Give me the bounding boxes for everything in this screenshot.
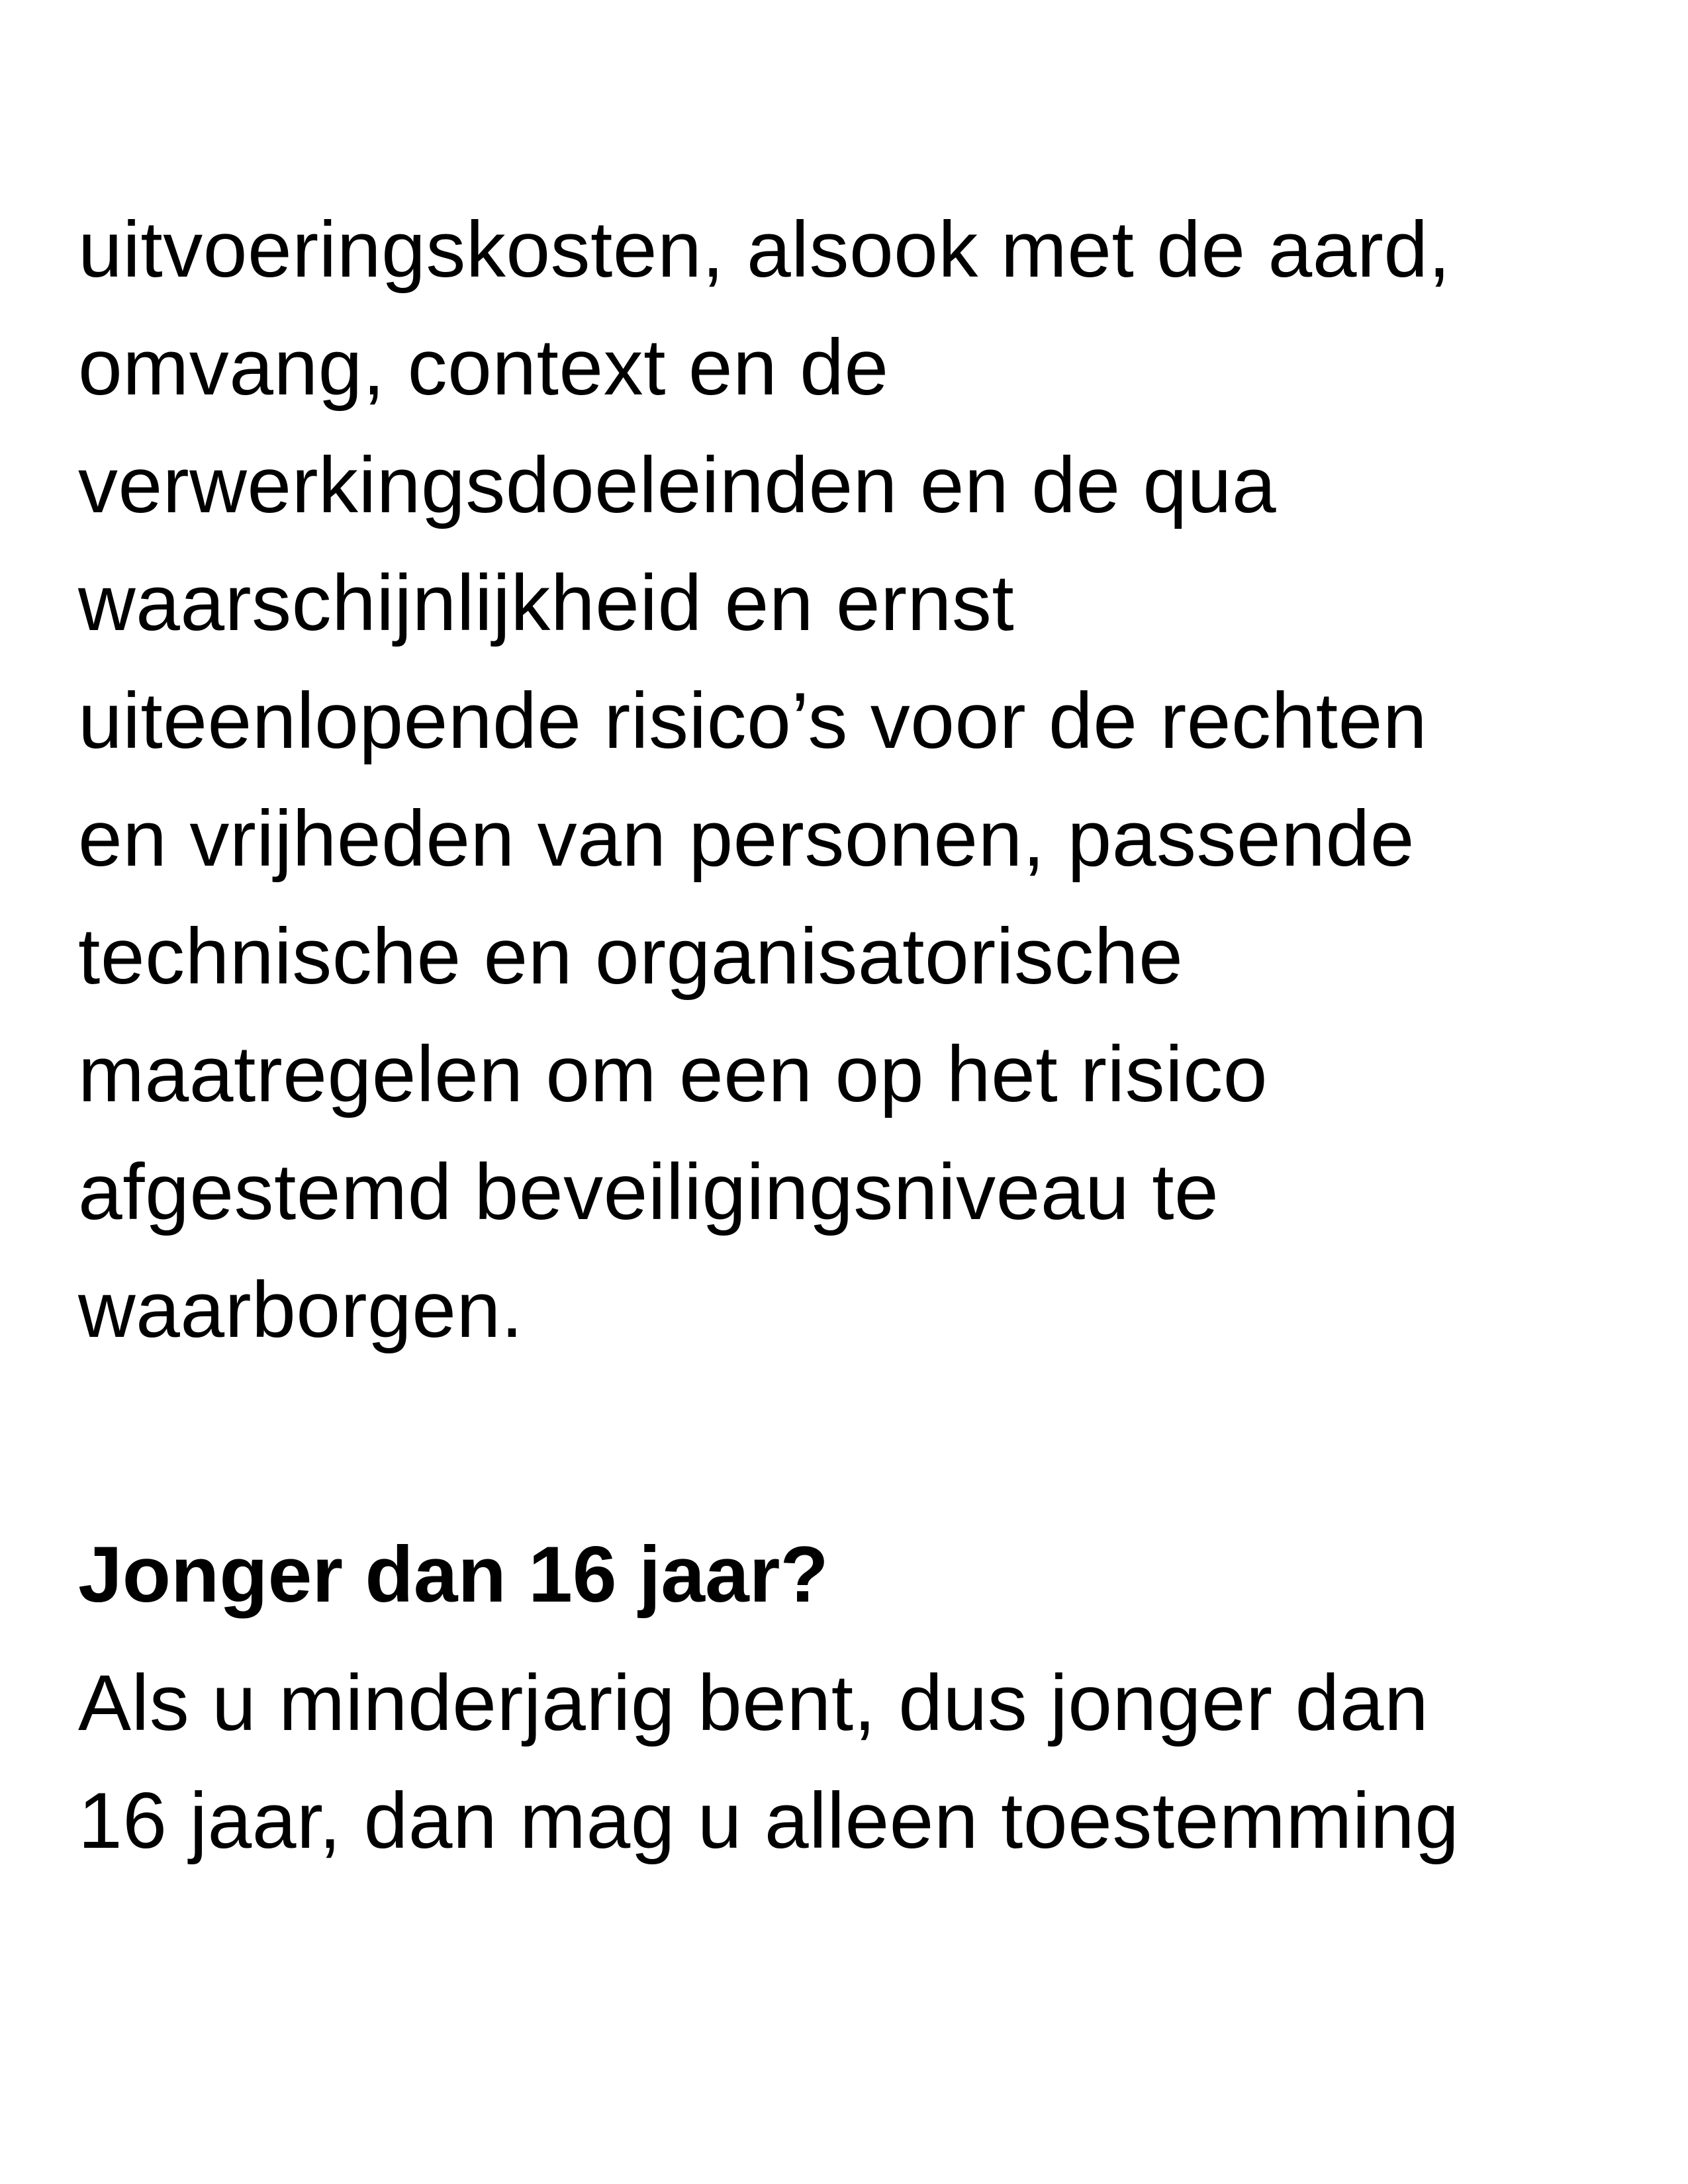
paragraph-line: waarschijnlijkheid en ernst bbox=[78, 559, 1015, 647]
paragraph-line: 16 jaar, dan mag u alleen toestemming bbox=[78, 1776, 1460, 1865]
paragraph-line: afgestemd beveiligingsniveau te bbox=[78, 1148, 1219, 1236]
paragraph-line: Als u minderjarig bent, dus jonger dan bbox=[78, 1659, 1429, 1747]
paragraph-line: waarborgen. bbox=[78, 1265, 524, 1354]
paragraph-line: uitvoeringskosten, alsook met de aard, bbox=[78, 205, 1451, 294]
paragraph-line: verwerkingsdoeleinden en de qua bbox=[78, 441, 1277, 529]
paragraph-line: technische en organisatorische bbox=[78, 912, 1184, 1001]
paragraph-minors bbox=[78, 1644, 1667, 1880]
paragraph-line: omvang, context en de bbox=[78, 323, 889, 412]
paragraph-security-measures bbox=[78, 191, 1667, 1369]
paragraph-line: maatregelen om een op het risico bbox=[78, 1030, 1268, 1118]
paragraph-line: uiteenlopende risico’s voor de rechten bbox=[78, 676, 1428, 765]
paragraph-line: en vrijheden van personen, passende bbox=[78, 794, 1415, 883]
section-heading: Jonger dan 16 jaar? bbox=[78, 1530, 829, 1619]
